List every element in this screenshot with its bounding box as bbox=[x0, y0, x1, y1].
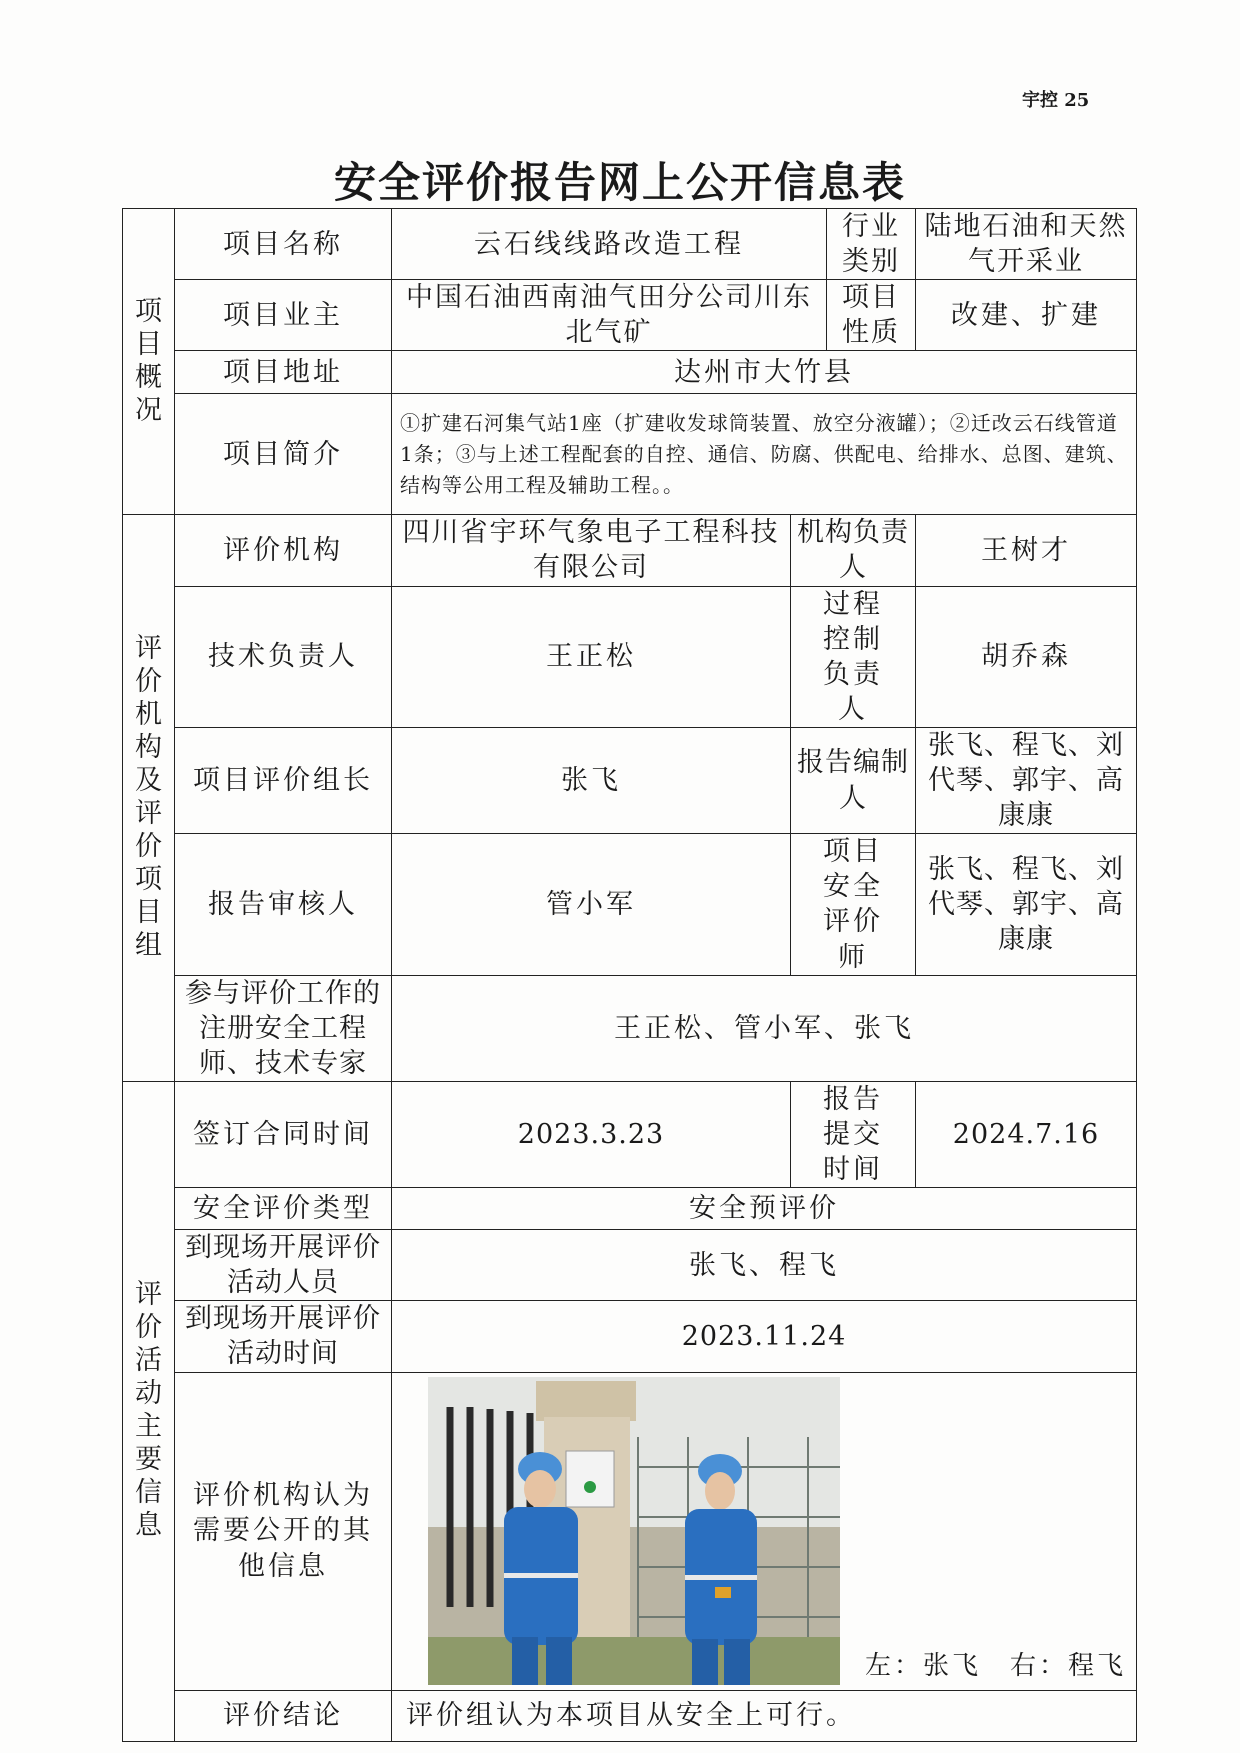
value-project-address: 达州市大竹县 bbox=[392, 351, 1137, 394]
value-evaluation-type: 安全预评价 bbox=[392, 1188, 1137, 1230]
label-report-reviewer: 报告审核人 bbox=[175, 834, 392, 975]
other-info-cell bbox=[392, 1372, 1137, 1690]
label-safety-evaluator: 项目安全评价师 bbox=[791, 834, 916, 975]
label-onsite-staff: 到现场开展评价活动人员 bbox=[175, 1230, 392, 1301]
value-experts: 王正松、管小军、张飞 bbox=[392, 975, 1137, 1081]
info-table bbox=[122, 208, 1137, 1742]
label-agency-head: 机构负责人 bbox=[791, 515, 916, 586]
photo-caption: 左：张飞 右：程飞 bbox=[864, 1650, 1126, 1681]
value-agency-head: 王树才 bbox=[916, 515, 1137, 586]
label-project-intro: 项目简介 bbox=[175, 394, 392, 515]
value-onsite-date: 2023.11.24 bbox=[392, 1301, 1137, 1372]
section-heading-text: 评 价 机 构 及 评 价 项 目 组 bbox=[135, 633, 162, 961]
value-contract-date: 2023.3.23 bbox=[392, 1081, 791, 1187]
value-team-leader: 张飞 bbox=[392, 727, 791, 833]
label-conclusion: 评价结论 bbox=[175, 1690, 392, 1741]
section-activity bbox=[123, 1081, 175, 1741]
value-safety-evaluator: 张飞、程飞、刘代琴、郭宇、高康康 bbox=[916, 834, 1137, 975]
value-submit-date: 2024.7.16 bbox=[916, 1081, 1137, 1187]
label-submit-date: 报告提交时间 bbox=[791, 1081, 916, 1187]
label-onsite-date: 到现场开展评价活动时间 bbox=[175, 1301, 392, 1372]
label-evaluation-type: 安全评价类型 bbox=[175, 1188, 392, 1230]
label-agency: 评价机构 bbox=[175, 515, 392, 586]
label-experts: 参与评价工作的注册安全工程师、技术专家 bbox=[175, 975, 392, 1081]
value-report-writer: 张飞、程飞、刘代琴、郭宇、高康康 bbox=[916, 727, 1137, 833]
value-agency: 四川省宇环气象电子工程科技有限公司 bbox=[392, 515, 791, 586]
document-title: 安全评价报告网上公开信息表 bbox=[333, 158, 906, 207]
label-team-leader: 项目评价组长 bbox=[175, 727, 392, 833]
value-onsite-staff: 张飞、程飞 bbox=[392, 1230, 1137, 1301]
label-project-address: 项目地址 bbox=[175, 351, 392, 394]
document-code: 宇控 25 bbox=[1022, 90, 1090, 111]
label-other-info: 评价机构认为需要公开的其他信息 bbox=[175, 1372, 392, 1690]
value-report-reviewer: 管小军 bbox=[392, 834, 791, 975]
site-photo-illustration bbox=[428, 1377, 840, 1685]
section-heading-text: 项 目 概 况 bbox=[135, 295, 162, 426]
value-industry: 陆地石油和天然气开采业 bbox=[916, 209, 1137, 280]
value-tech-lead: 王正松 bbox=[392, 586, 791, 727]
value-process-control: 胡乔森 bbox=[916, 586, 1137, 727]
section-agency bbox=[123, 515, 175, 1082]
site-photo bbox=[428, 1377, 840, 1685]
value-project-intro: ①扩建石河集气站1座（扩建收发球筒装置、放空分液罐）；②迁改云石线管道1条；③与上述工程配套的自控、通信、防腐、供配电、给排水、总图、建筑、结构等公用工程及辅助工程。。 bbox=[392, 394, 1137, 515]
label-report-writer: 报告编制人 bbox=[791, 727, 916, 833]
section-overview bbox=[123, 209, 175, 515]
label-project-nature: 项目性质 bbox=[827, 280, 916, 351]
value-project-owner: 中国石油西南油气田分公司川东北气矿 bbox=[392, 280, 827, 351]
value-project-name: 云石线线路改造工程 bbox=[392, 209, 827, 280]
value-project-nature: 改建、扩建 bbox=[916, 280, 1137, 351]
value-conclusion: 评价组认为本项目从安全上可行。 bbox=[392, 1690, 1137, 1741]
label-tech-lead: 技术负责人 bbox=[175, 586, 392, 727]
label-process-control: 过程控制负责人 bbox=[791, 586, 916, 727]
label-project-name: 项目名称 bbox=[175, 209, 392, 280]
label-project-owner: 项目业主 bbox=[175, 280, 392, 351]
label-contract-date: 签订合同时间 bbox=[175, 1081, 392, 1187]
label-industry: 行业类别 bbox=[827, 209, 916, 280]
section-heading-text: 评 价 活 动 主 要 信 息 bbox=[135, 1279, 162, 1542]
